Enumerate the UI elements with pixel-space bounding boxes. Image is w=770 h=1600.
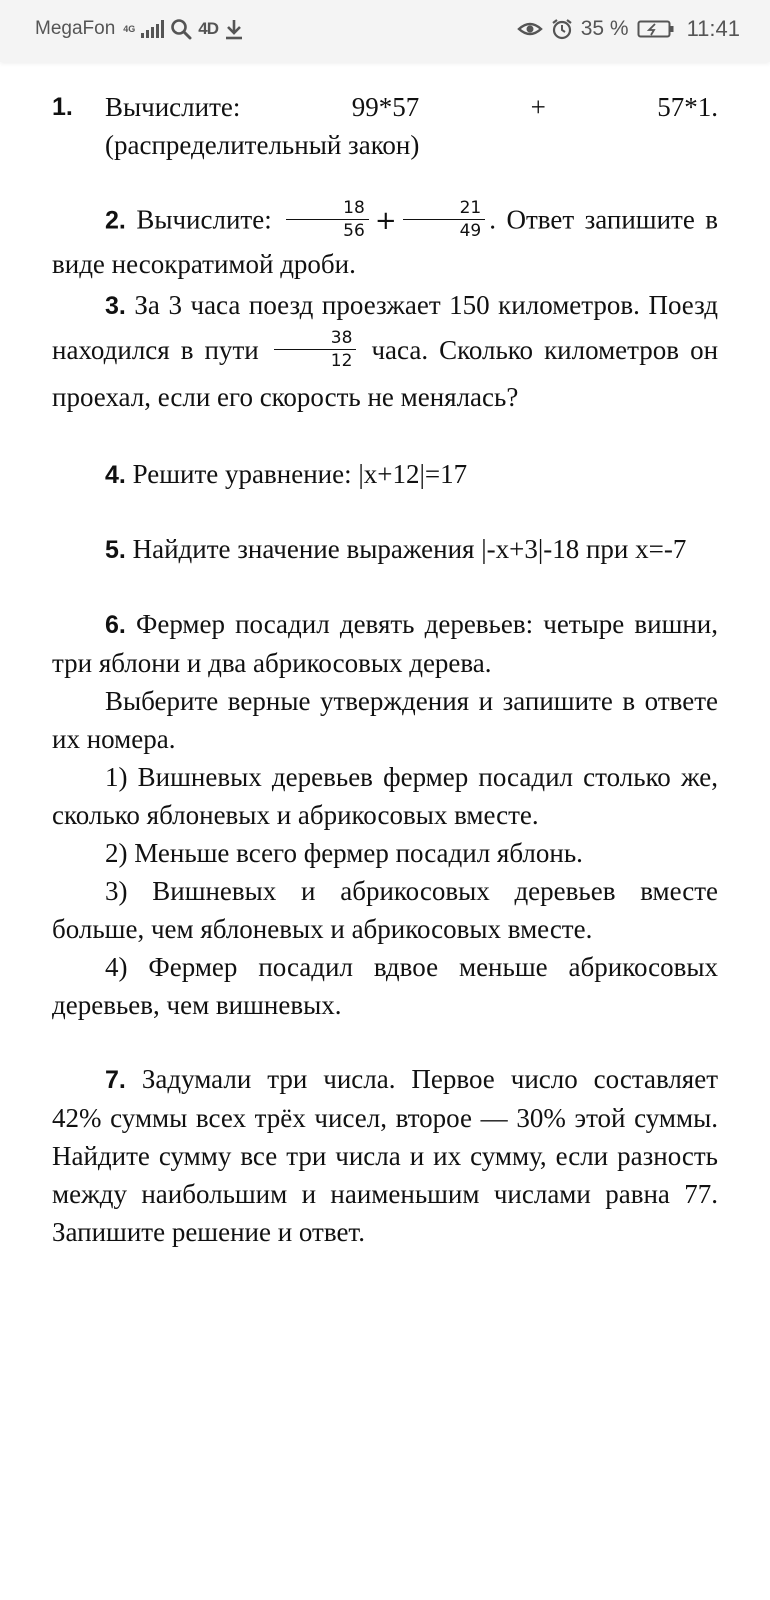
question-4-text: Решите уравнение: |x+12|=17 [132,459,468,490]
mode-label: 4D [198,19,219,38]
question-5-text: Найдите значение выражения |-x+3|-18 при x=-7 [132,534,687,565]
alarm-icon [551,18,573,40]
option-3: 3) Вишневых и абрикосовых деревьев вместе больше, чем яблоневых и абрикосовых вместе. [52,876,718,945]
signal-icon [141,20,164,38]
question-3-text-2: часа. Сколько километров он проехал, если его скорость не менялась? [52,335,719,413]
plus-sign: + [374,205,397,236]
question-6-text: Фермер посадил девять деревьев: четыре вишни, три яблони и два абрикосовых дерева. [52,609,719,679]
eye-icon [517,19,543,39]
question-7-text: Задумали три числа. Первое число составляет 42% суммы всех трёх чисел, второе — 30% этой суммы. Найдите сумму все три числа и их сумму, если разность между наибольшим и наименьшим числами равна 77. Запишите решение и ответ. [52,1064,719,1248]
question-4-number: 4. [105,461,126,490]
option-1: 1) Вишневых деревьев фермер посадил столько же, сколько яблоневых и абрикосовых вместе. [52,762,718,831]
question-6-number: 6. [105,611,126,640]
q1-word-3: + [530,92,546,122]
question-1-number: 1. [52,93,73,121]
q1-word-4: 57*1. [657,92,718,122]
question-5-number: 5. [105,536,126,565]
status-right [517,16,740,42]
question-3 [52,283,718,419]
fraction-38-12: $\frac{38}{12}$ [274,327,357,372]
question-7-number: 7. [105,1066,126,1095]
question-7 [52,1060,718,1251]
fraction-18-56: $\frac{18}{56}$ [286,197,369,242]
battery-percent: 35 % [580,17,629,40]
question-3-text-1: За 3 часа поезд проезжает 150 километров. Поезд находился в пути [52,290,719,365]
question-2-tail: . Ответ запишите в виде несократимой дроби. [52,204,719,279]
battery-icon [637,19,675,39]
network-type: 4G [123,23,136,34]
question-6-instruction: Выберите верные утверждения и запишите в ответе их номера. [52,686,718,755]
search-icon [170,18,192,40]
question-1-body [105,88,718,164]
question-5 [52,530,718,569]
worksheet [52,88,718,1251]
question-1 [52,88,718,164]
carrier-name: MegaFon [35,18,116,39]
question-3-number: 3. [105,292,126,320]
question-2-number: 2. [105,206,126,235]
download-icon [224,18,244,40]
q1-line-2: (распределительный закон) [105,130,420,160]
q1-word-2: 99*57 [351,92,420,122]
question-2-lead: Вычислите: [136,204,272,235]
q1-word-1: Вычислите: [105,92,241,122]
status-left [35,18,244,40]
option-2: 2) Меньше всего фермер посадил яблонь. [105,838,583,869]
question-6 [52,605,718,682]
question-4 [52,455,718,494]
clock-time: 11:41 [686,16,740,41]
status-bar [0,0,770,62]
option-4: 4) Фермер посадил вдвое меньше абрикосовых деревьев, чем вишневых. [52,952,718,1021]
question-2 [52,200,718,283]
fraction-21-49: $\frac{21}{49}$ [403,197,486,242]
